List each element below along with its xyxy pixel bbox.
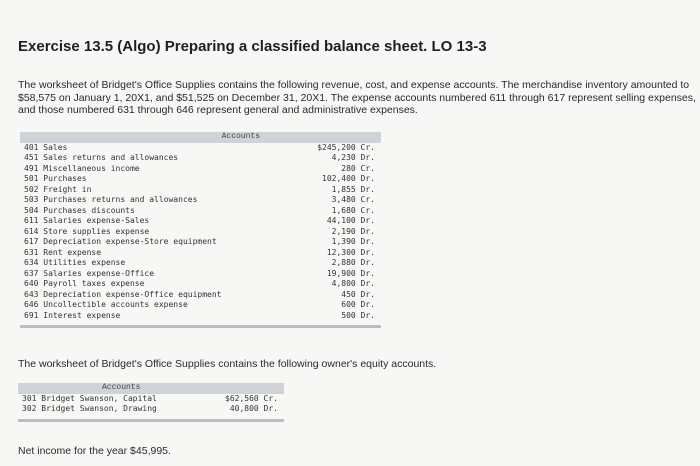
account-name: 502 Freight in	[24, 184, 92, 194]
table-row	[20, 290, 381, 301]
account-amount: 1,390 Dr.	[331, 237, 375, 246]
account-amount: 44,100 Dr.	[326, 216, 375, 225]
account-amount: 4,800 Dr.	[331, 279, 375, 288]
account-name: 401 Sales	[24, 142, 68, 152]
account-amount: 1,680 Cr.	[331, 205, 375, 215]
table-row	[20, 185, 381, 196]
table-row	[20, 300, 381, 311]
account-name: 646 Uncollectible accounts expense	[24, 300, 188, 309]
revenue-table-body	[20, 143, 381, 322]
account-name: 503 Purchases returns and allowances	[24, 195, 198, 204]
account-amount: 2,880 Dr.	[331, 258, 375, 267]
table-row	[20, 258, 381, 269]
account-name: 631 Rent expense	[24, 247, 102, 257]
account-name: 634 Utilities expense	[24, 258, 126, 267]
account-name: 301 Bridget Swanson, Capital	[22, 393, 157, 403]
account-amount: 280 Cr.	[341, 163, 375, 173]
table-row	[20, 143, 381, 154]
table-header-row	[20, 132, 381, 143]
account-name: 637 Salaries expense-Office	[24, 268, 155, 278]
table-row	[20, 164, 381, 175]
account-amount: 1,855 Dr.	[331, 184, 375, 194]
amount-header	[203, 383, 284, 394]
table-row	[20, 153, 381, 164]
account-name: 614 Store supplies expense	[24, 226, 150, 236]
table-row	[20, 311, 381, 322]
table-row	[18, 404, 284, 415]
account-amount: 3,480 Cr.	[331, 195, 375, 204]
account-amount: $245,200 Cr.	[317, 142, 375, 152]
account-name: 611 Salaries expense-Sales	[24, 216, 150, 225]
table-row	[20, 195, 381, 206]
amount-header	[266, 132, 381, 143]
table-header-row	[18, 383, 284, 394]
account-name: 617 Depreciation expense-Store equipment	[24, 237, 217, 246]
account-name: 640 Payroll taxes expense	[24, 279, 145, 288]
table-row	[20, 248, 381, 259]
account-name: 302 Bridget Swanson, Drawing	[22, 404, 157, 413]
account-amount: 102,400 Dr.	[322, 174, 375, 183]
account-name: 504 Purchases discounts	[24, 205, 135, 215]
table-footer-rule	[20, 321, 381, 327]
exercise-intro: The worksheet of Bridget's Office Supplies contains the following revenue, cost, and expense accounts. The merchandise inventory amounted to $58,575 on January 1, 20X1, and $51,525 on December 31, 20X1. The expense accounts numbered 611 through 617 represent selling expenses, and those numbered 631 through 646 represent general and administrative expenses.	[18, 79, 696, 116]
account-name: 501 Purchases	[24, 174, 87, 183]
account-name: 643 Depreciation expense-Office equipment	[24, 289, 222, 299]
table-row	[20, 269, 381, 280]
table-row	[20, 216, 381, 227]
account-name: 491 Miscellaneous income	[24, 163, 140, 173]
account-name: 451 Sales returns and allowances	[24, 153, 179, 162]
account-amount: 2,190 Dr.	[331, 226, 375, 236]
account-amount: 450 Dr.	[341, 289, 375, 299]
table-row	[20, 174, 381, 185]
account-amount: 12,300 Dr.	[326, 247, 375, 257]
accounts-header: Accounts	[20, 132, 266, 143]
net-income-text: Net income for the year $45,995.	[18, 445, 171, 457]
account-name: 691 Interest expense	[24, 310, 121, 320]
owners-equity-accounts-table	[18, 383, 284, 422]
account-amount: $62,560 Cr.	[225, 393, 278, 403]
table-row	[20, 227, 381, 238]
account-amount: 40,800 Dr.	[229, 404, 278, 413]
account-amount: 600 Dr.	[341, 300, 375, 309]
table-row	[20, 279, 381, 290]
equity-table-body	[18, 394, 284, 415]
revenue-expense-accounts-table	[20, 132, 381, 328]
account-amount: 19,900 Dr.	[326, 268, 375, 278]
table-footer-rule	[18, 415, 284, 421]
table-row	[20, 206, 381, 217]
exercise-title: Exercise 13.5 (Algo) Preparing a classified balance sheet. LO 13-3	[18, 38, 487, 55]
equity-intro: The worksheet of Bridget's Office Supplies contains the following owner's equity accounts.	[18, 358, 437, 370]
accounts-header: Accounts	[18, 383, 203, 394]
account-amount: 500 Dr.	[341, 310, 375, 320]
table-row	[20, 237, 381, 248]
account-amount: 4,230 Dr.	[331, 153, 375, 162]
table-row	[18, 394, 284, 405]
